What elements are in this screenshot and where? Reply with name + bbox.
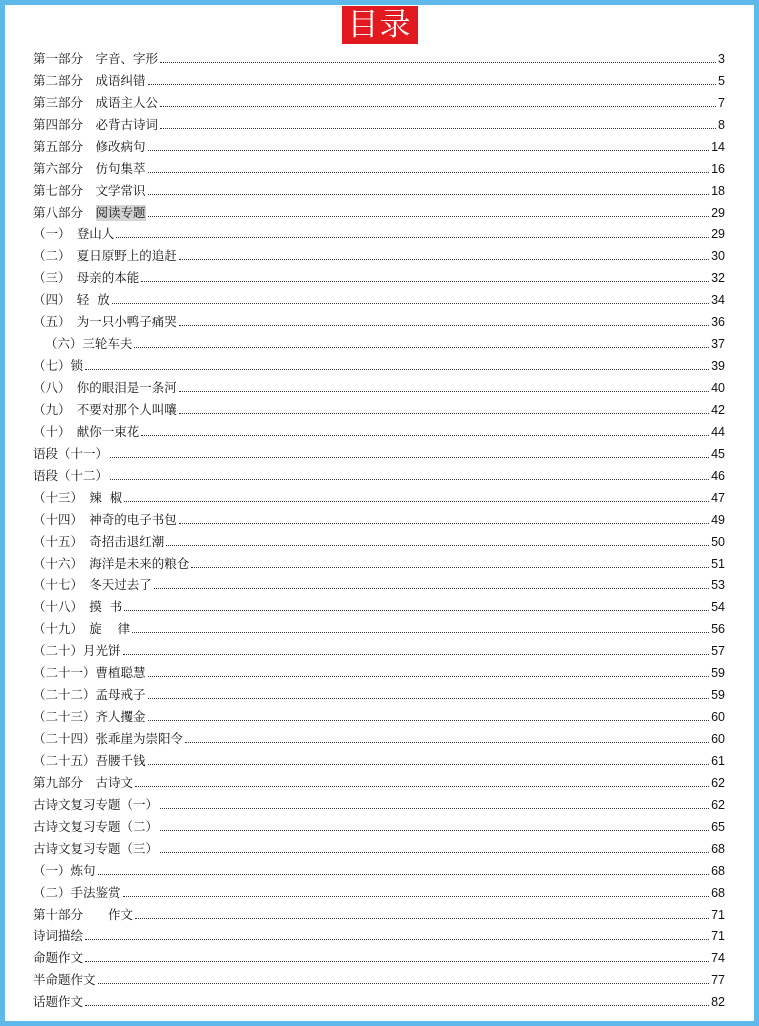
toc-entry-title: 古诗文复习专题（二）	[33, 818, 159, 834]
toc-page-number: 60	[711, 732, 725, 746]
dot-leader	[135, 786, 709, 787]
dot-leader	[85, 939, 709, 940]
toc-entry[interactable]	[33, 879, 725, 901]
toc-entry[interactable]	[33, 45, 725, 67]
toc-page-number: 45	[711, 446, 725, 461]
toc-entry-title: 第五部分 修改病句	[33, 138, 146, 154]
dot-leader	[148, 150, 710, 151]
toc-entry[interactable]	[33, 923, 725, 945]
toc-page-number: 40	[711, 381, 725, 395]
toc-page-number: 18	[711, 183, 725, 198]
toc-entry-title: 第四部分 必背古诗词	[33, 116, 159, 132]
toc-entry-title: （一） 登山人	[33, 226, 115, 242]
toc-entry[interactable]	[33, 506, 725, 528]
toc-entry[interactable]	[33, 133, 725, 155]
toc-page-number: 14	[711, 139, 725, 154]
toc-entry[interactable]	[33, 659, 725, 681]
dot-leader	[141, 281, 709, 282]
toc-page-number: 54	[711, 600, 725, 615]
toc-entry-title: （二十五）吾腰千钱	[33, 752, 146, 768]
toc-entry[interactable]	[33, 111, 725, 133]
toc-page-number: 59	[711, 688, 725, 703]
toc-entry-title: （四） 轻 放	[33, 292, 110, 308]
toc-page-number: 47	[711, 490, 725, 505]
toc-entry[interactable]	[33, 681, 725, 703]
toc-entry-title: （七）锁	[33, 358, 84, 374]
toc-entry-title: （二十一）曹植聪慧	[33, 665, 146, 681]
toc-entry-title: （十七） 冬天过去了	[33, 577, 152, 593]
toc-entry-title: （二十三）齐人攫金	[33, 709, 146, 725]
dot-leader	[148, 764, 710, 765]
toc-entry-title: （二）手法鉴赏	[33, 884, 121, 900]
toc-entry-title: 诗词描绘	[33, 928, 84, 944]
toc-entry-title: 第七部分 文学常识	[33, 182, 146, 198]
toc-page-number: 37	[711, 337, 725, 352]
toc-entry-title: （五） 为一只小鸭子痛哭	[33, 314, 177, 330]
toc-page-number: 57	[711, 644, 725, 659]
dot-leader	[179, 325, 709, 326]
dot-leader	[148, 676, 710, 677]
dot-leader	[179, 391, 709, 392]
dot-leader	[191, 567, 709, 568]
toc-entry[interactable]	[33, 901, 725, 923]
toc-entry[interactable]	[33, 330, 725, 352]
toc-entry[interactable]	[33, 177, 725, 199]
toc-entry-title: 语段（十二）	[33, 467, 109, 483]
toc-entry[interactable]	[33, 637, 725, 659]
toc-entry-title: （十六） 海洋是未来的粮仓	[33, 555, 190, 571]
toc-entry[interactable]	[33, 528, 725, 550]
toc-entry[interactable]	[33, 418, 725, 440]
toc-page-number: 39	[711, 359, 725, 374]
toc-entry-title: 命题作文	[33, 950, 84, 966]
toc-entry-title: 第一部分 字音、字形	[33, 50, 159, 66]
toc-entry-title: （十） 献你一束花	[33, 423, 140, 439]
toc-entry-title: 第三部分 成语主人公	[33, 94, 159, 110]
toc-page-number: 65	[711, 819, 725, 834]
toc-entry[interactable]	[33, 264, 725, 286]
toc-entry[interactable]	[33, 462, 725, 484]
dot-leader	[135, 918, 709, 919]
toc-entry-title: （三） 母亲的本能	[33, 270, 140, 286]
dot-leader	[85, 961, 709, 962]
toc-page-number: 51	[711, 556, 725, 571]
toc-entry[interactable]	[33, 966, 725, 988]
toc-entry[interactable]	[33, 813, 725, 835]
dot-leader	[154, 588, 709, 589]
toc-entry-title: 第九部分 古诗文	[33, 774, 134, 790]
dot-leader	[160, 106, 716, 107]
toc-page-number: 53	[711, 578, 725, 593]
toc-entry[interactable]	[33, 988, 725, 1010]
toc-page-number: 30	[711, 249, 725, 264]
dot-leader	[185, 742, 709, 743]
toc-entry[interactable]	[33, 286, 725, 308]
dot-leader	[179, 413, 709, 414]
toc-entry[interactable]	[33, 572, 725, 594]
toc-page-number: 5	[718, 73, 725, 88]
toc-page-number: 29	[711, 227, 725, 242]
toc-entry-title: 第八部分	[33, 204, 96, 220]
toc-page-number: 29	[711, 205, 725, 220]
toc-entry[interactable]	[33, 221, 725, 243]
toc-entry-title: 第六部分 仿句集萃	[33, 160, 146, 176]
toc-page-number: 56	[711, 622, 725, 637]
dot-leader	[148, 720, 710, 721]
toc-page-number: 49	[711, 512, 725, 527]
toc-page-number: 3	[718, 51, 725, 66]
toc-page-number: 82	[711, 995, 725, 1010]
toc-entry[interactable]	[33, 242, 725, 264]
dot-leader	[148, 698, 710, 699]
toc-entry[interactable]	[33, 374, 725, 396]
toc-entry-title: （二十）月光饼	[33, 643, 121, 659]
toc-page-number: 46	[711, 468, 725, 483]
toc-entry[interactable]	[33, 484, 725, 506]
toc-entry[interactable]	[33, 89, 725, 111]
toc-page-number: 71	[711, 907, 725, 922]
toc-page-number: 74	[711, 951, 725, 966]
dot-leader	[116, 237, 709, 238]
toc-entry[interactable]	[33, 352, 725, 374]
toc-page-number: 16	[711, 161, 725, 176]
dot-leader	[123, 896, 710, 897]
toc-entry-title: 话题作文	[33, 994, 84, 1010]
toc-entry[interactable]	[33, 67, 725, 89]
dot-leader	[160, 808, 709, 809]
dot-leader	[123, 654, 710, 655]
toc-entry[interactable]	[33, 791, 725, 813]
toc-entry[interactable]	[33, 199, 725, 221]
toc-page-number: 68	[711, 863, 725, 878]
toc-entry-title: 半命题作文	[33, 972, 96, 988]
page-title: 目录	[342, 6, 418, 44]
toc-page-number: 34	[711, 293, 725, 308]
toc-entry-title: 第十部分 作文	[33, 906, 134, 922]
toc-entry-title: （十九） 旋 律	[33, 621, 131, 637]
toc-entry-title: （六）三轮车夫	[33, 336, 133, 352]
toc-page-number: 36	[711, 315, 725, 330]
dot-leader	[166, 545, 709, 546]
toc-entry-title: （二十二）孟母戒子	[33, 687, 146, 703]
toc-entry-title: （二） 夏日原野上的追赶	[33, 248, 177, 264]
toc-entry[interactable]	[33, 615, 725, 637]
toc-page-number: 32	[711, 271, 725, 286]
toc-page-number: 42	[711, 402, 725, 417]
dot-leader	[112, 303, 709, 304]
toc-entry[interactable]	[33, 725, 725, 747]
toc-page-number: 68	[711, 885, 725, 900]
toc-entry[interactable]	[33, 747, 725, 769]
toc-entry-title: 古诗文复习专题（三）	[33, 840, 159, 856]
toc-page-number: 60	[711, 710, 725, 725]
dot-leader	[148, 84, 717, 85]
toc-page-number: 62	[711, 797, 725, 812]
toc-page-number: 68	[711, 841, 725, 856]
toc-entry-title: 第二部分 成语纠错	[33, 72, 146, 88]
toc-entry-title: 古诗文复习专题（一）	[33, 796, 159, 812]
dot-leader	[160, 830, 709, 831]
dot-leader	[141, 435, 709, 436]
dot-leader	[85, 369, 709, 370]
title-container	[0, 6, 759, 44]
toc-entry[interactable]	[33, 835, 725, 857]
dot-leader	[110, 479, 709, 480]
dot-leader	[148, 194, 710, 195]
dot-leader	[160, 62, 716, 63]
dot-leader	[179, 259, 709, 260]
toc-entry-highlighted-title: 阅读专题	[95, 204, 146, 220]
toc-entry[interactable]	[33, 396, 725, 418]
toc-entry[interactable]	[33, 440, 725, 462]
dot-leader	[124, 610, 709, 611]
toc-page-number: 44	[711, 424, 725, 439]
toc-entry[interactable]	[33, 593, 725, 615]
toc-entry-title: 语段（十一）	[33, 445, 109, 461]
toc-entry-title: （十三） 辣 椒	[33, 489, 123, 505]
toc-entry[interactable]	[33, 857, 725, 879]
toc-entry-title: （十八） 摸 书	[33, 599, 123, 615]
toc-entry-title: （九） 不要对那个人叫嚷	[33, 401, 177, 417]
dot-leader	[160, 128, 716, 129]
dot-leader	[160, 852, 709, 853]
toc-entry-title: （一）炼句	[33, 862, 96, 878]
toc-page-number: 8	[718, 117, 725, 132]
toc-entry-title: （十五） 奇招击退红潮	[33, 533, 165, 549]
toc-entry[interactable]	[33, 550, 725, 572]
dot-leader	[85, 1005, 709, 1006]
toc-entry-title: （十四） 神奇的电子书包	[33, 511, 177, 527]
toc-entry[interactable]	[33, 155, 725, 177]
dot-leader	[124, 501, 709, 502]
toc-page-number: 7	[718, 95, 725, 110]
dot-leader	[98, 874, 710, 875]
dot-leader	[179, 523, 709, 524]
dot-leader	[98, 983, 710, 984]
dot-leader	[132, 632, 709, 633]
toc-entry[interactable]	[33, 308, 725, 330]
toc-entry-title: （八） 你的眼泪是一条河	[33, 380, 177, 395]
toc-entry[interactable]	[33, 769, 725, 791]
toc-page-number: 59	[711, 666, 725, 681]
dot-leader	[148, 172, 710, 173]
toc-entry[interactable]	[33, 944, 725, 966]
toc-page-number: 77	[711, 973, 725, 988]
dot-leader	[148, 216, 710, 217]
dot-leader	[134, 347, 709, 348]
toc-page-number: 61	[711, 753, 725, 768]
toc-entry-title: （二十四）张乖崖为崇阳令	[33, 731, 184, 746]
toc-page-number: 62	[711, 775, 725, 790]
toc-page-number: 50	[711, 534, 725, 549]
table-of-contents	[33, 45, 725, 1010]
toc-entry[interactable]	[33, 703, 725, 725]
dot-leader	[110, 457, 709, 458]
toc-page-number: 71	[711, 929, 725, 944]
